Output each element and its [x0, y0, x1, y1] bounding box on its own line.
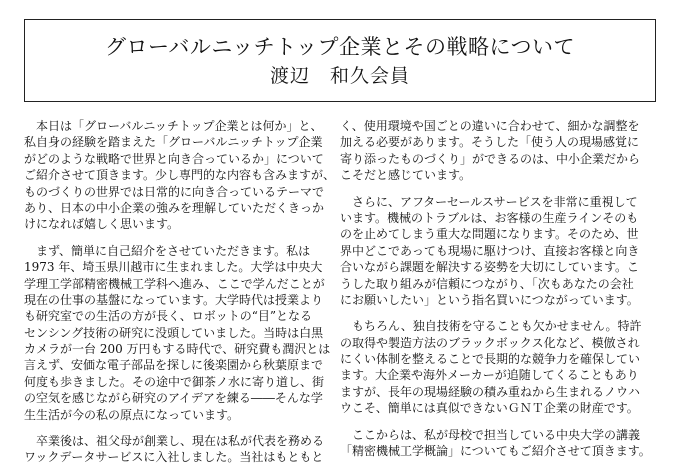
- text-line: にくい体制を整えることで長期的な競争力を確保してい: [340, 352, 641, 367]
- text-line: 界中どこであっても現場に駆けつけ、直接お客様と向き: [340, 243, 640, 258]
- text-line: もちろん、独自技術を守ることも欠かせません。特許: [340, 319, 642, 334]
- paragraph: [24, 433, 342, 466]
- paragraph: [24, 243, 342, 423]
- text-line: 生生活が今の私の原点になっています。: [24, 407, 240, 422]
- text-line: まず、簡単に自己紹介をさせていただきます。私は: [24, 243, 311, 258]
- paragraph: [340, 194, 658, 309]
- text-line: 卒業後は、祖父母が創業し、現在は私が代表を務める: [24, 434, 325, 449]
- text-line: カメラが一台 200 万円もする時代で、研究費も潤沢とは: [24, 342, 331, 357]
- right-column: [340, 118, 658, 459]
- text-line: 1973 年、埼玉県川越市に生まれました。大学は中央大: [24, 260, 323, 275]
- paragraph: [340, 318, 658, 416]
- paragraph: [24, 118, 342, 233]
- paragraph-gap: [24, 423, 342, 433]
- text-line: ものづくりの世界では日常的に向き合っているテーマで: [24, 184, 325, 199]
- text-line: にお願いしたい」という指名買いにつながっています。: [340, 292, 639, 307]
- text-line: ここからは、私が母校で担当している中央大学の講義: [340, 427, 641, 442]
- paragraph-gap: [24, 233, 342, 243]
- text-line: ワックデータサービスに入社しました。当社はもともと: [24, 450, 324, 465]
- text-line: ます。大企業や海外メーカーが追随してくることもあり: [340, 368, 639, 383]
- text-line: います。機械のトラブルは、お客様の生産ラインそのも: [340, 210, 639, 225]
- text-line: 寄り添ったものづくり」ができるのは、中小企業だから: [340, 151, 641, 166]
- text-line: あり、日本の中小企業の強みを理解していただくきっか: [24, 200, 325, 215]
- text-line: さらに、アフターセールスサービスを非常に重視して: [340, 194, 638, 209]
- text-line: も研究室での生活の方が長く、ロボットの“目”となる: [24, 309, 313, 324]
- text-line: 言えず、安価な電子部品を探しに後楽園から秋葉原まで: [24, 358, 324, 373]
- text-line: 私自身の経験を踏まえた「グローバルニッチトップ企業: [24, 135, 323, 150]
- text-line: こそだと感じています。: [340, 168, 472, 183]
- text-line: 何度も歩きました。その途中で御茶ノ水に寄り道し、街: [24, 374, 325, 389]
- paragraph-gap: [340, 184, 658, 194]
- text-line: センシング技術の研究に没頭していました。当時は白黒: [24, 325, 324, 340]
- paragraph-gap: [340, 417, 658, 427]
- text-line: うした取り組みが信頼につながり、「次もあなたの会社: [340, 276, 634, 291]
- text-line: ご紹介させて頂きます。少し専門的な内容も含みますが、: [24, 168, 336, 183]
- text-line: のを止めてしまう重大な問題になります。そのため、世: [340, 227, 639, 242]
- left-column: [24, 118, 342, 465]
- paragraph: [340, 427, 658, 460]
- text-line: の取得や製造方法のブラックボックス化など、模倣され: [340, 335, 640, 350]
- text-line: の空気を感じながら研究のアイデアを練る――そんな学: [24, 391, 323, 406]
- text-line: 本日は「グローバルニッチトップ企業とは何か」と、: [24, 119, 323, 133]
- paragraph: [340, 118, 658, 184]
- title-box: [24, 19, 656, 102]
- text-line: ますが、長年の現場経験の積み重ねから生まれるノウハ: [340, 384, 641, 399]
- text-line: けになれば嬉しく思います。: [24, 217, 180, 232]
- text-line: 学理工学部精密機械工学科へ進み、ここで学んだことが: [24, 276, 325, 291]
- text-line: く、使用環境や国ごとの違いに合わせて、細かな調整を: [340, 119, 640, 133]
- paragraph-gap: [340, 308, 658, 318]
- text-line: がどのような戦略で世界と向き合っているか」について: [24, 151, 324, 166]
- text-line: 「精密機械工学概論」についてもご紹介させて頂きます。: [340, 444, 651, 459]
- text-line: 現在の仕事の基盤になっています。大学時代は授業より: [24, 292, 324, 307]
- text-line: ウこそ、簡単には真似できないＧＮＴ企業の財産です。: [340, 401, 639, 416]
- text-line: 合いながら課題を解決する姿勢を大切にしています。こ: [340, 260, 640, 275]
- article-author: 渡辺 和久会員: [269, 65, 410, 87]
- text-line: 加える必要があります。そうした「使う人の現場感覚に: [340, 135, 640, 150]
- article-title: グローバルニッチトップ企業とその戦略について: [104, 35, 576, 59]
